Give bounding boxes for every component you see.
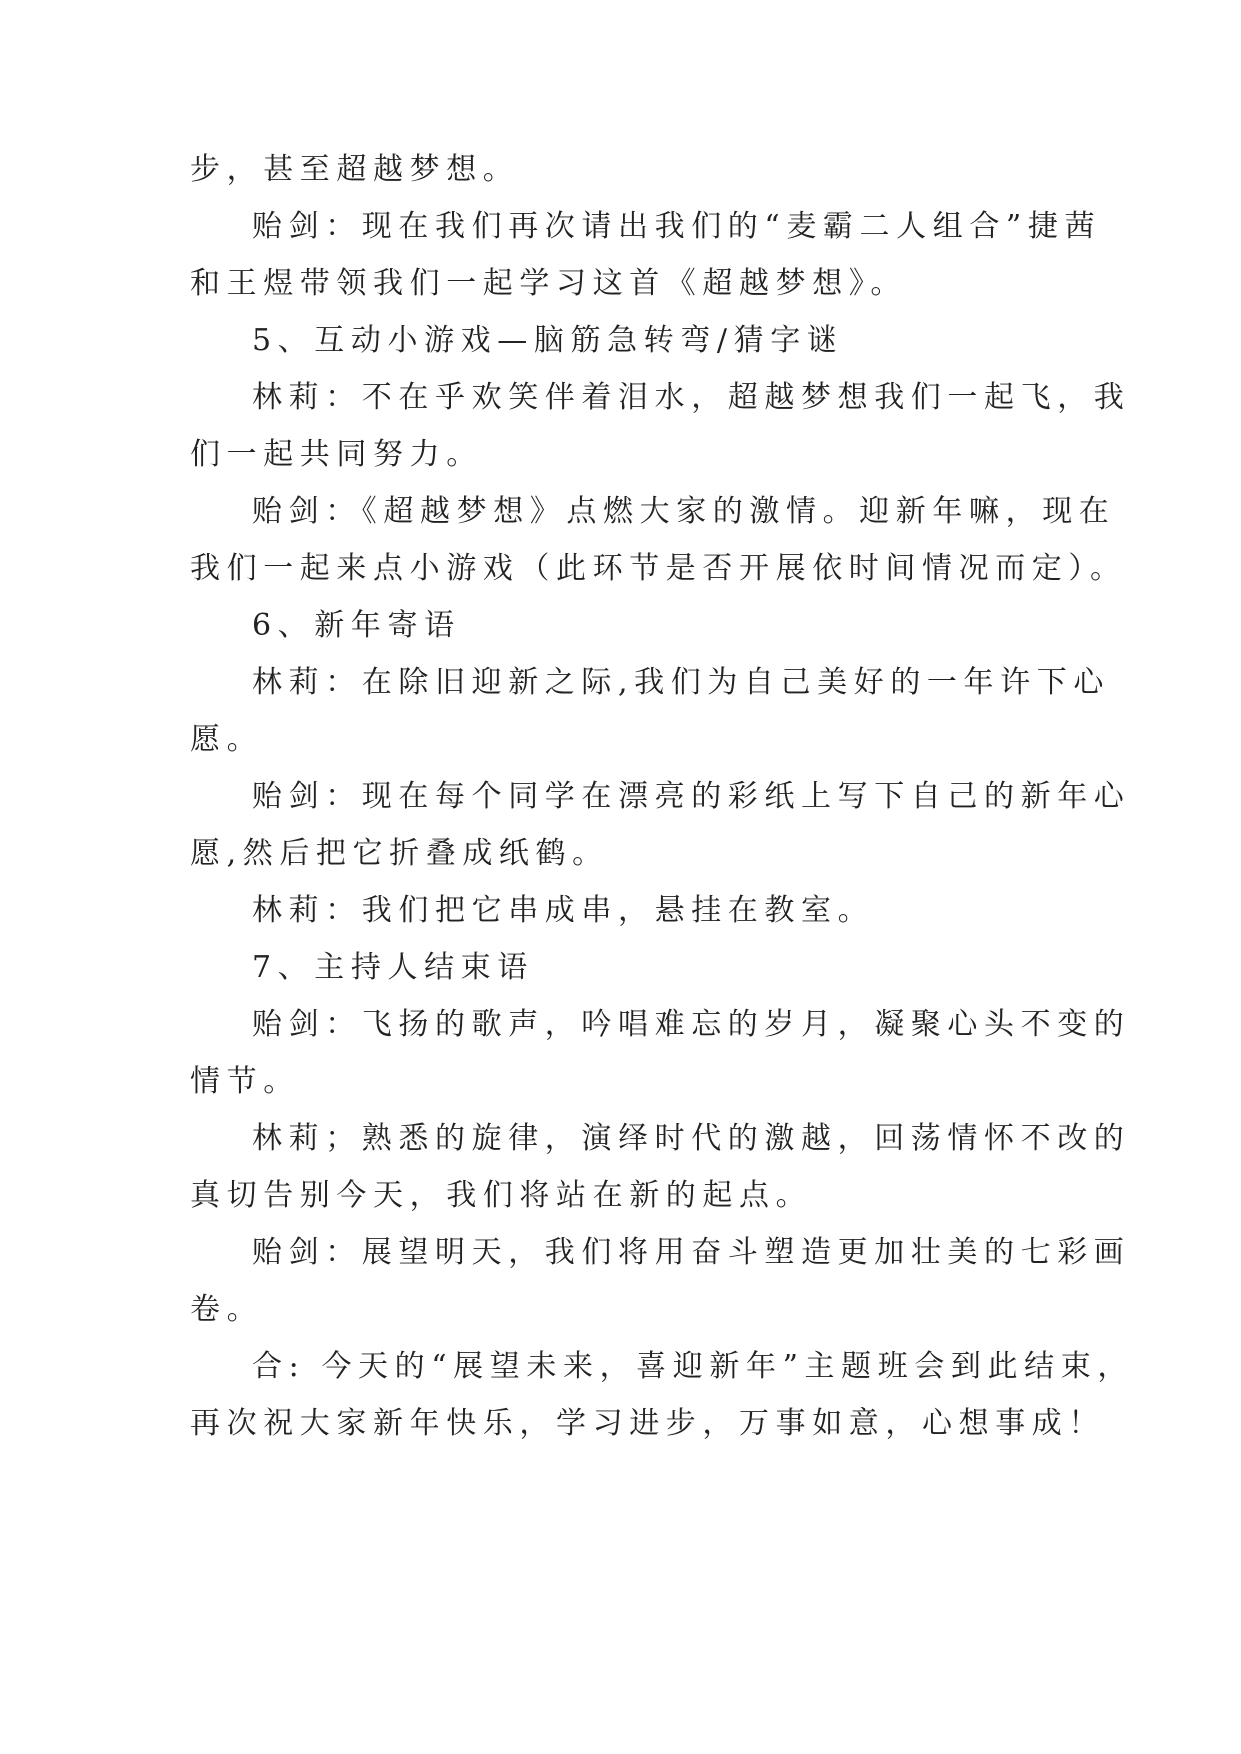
text-line: 愿,然后把它折叠成纸鹤。 [190,836,609,871]
text-line: 真切告别今天，我们将站在新的起点。 [190,1178,813,1213]
text-line: 和王煜带领我们一起学习这首《超越梦想》。 [190,266,907,301]
text-line: 合: 今天的“展望未来，喜迎新年”主题班会到此结束， [252,1349,1134,1384]
text-line: 林莉：不在乎欢笑伴着泪水，超越梦想我们一起飞，我 [252,380,1131,415]
text-line: 6、新年寄语 [252,608,461,643]
text-line: 贻剑：《超越梦想》点燃大家的激情。迎新年嘛，现在 [252,494,1116,529]
text-line: 再次祝大家新年快乐，学习进步，万事如意，心想事成！ [190,1406,1105,1441]
text-line: 步，甚至超越梦想。 [190,152,520,187]
text-line: 林莉：在除旧迎新之际,我们为自己美好的一年许下心 [252,665,1110,700]
text-line: 卷。 [190,1292,264,1327]
text-line: 林莉；熟悉的旋律，演绎时代的激越，回荡情怀不改的 [252,1121,1131,1156]
text-line: 7、主持人结束语 [252,950,534,985]
text-line: 贻剑：飞扬的歌声，吟唱难忘的岁月，凝聚心头不变的 [252,1007,1131,1042]
text-line: 林莉：我们把它串成串，悬挂在教室。 [252,893,875,928]
text-line: 贻剑：现在我们再次请出我们的“麦霸二人组合”捷茜 [252,209,1102,244]
text-line: 愿。 [190,722,264,757]
text-line: 贻剑：现在每个同学在漂亮的彩纸上写下自己的新年心 [252,779,1131,814]
text-line: 贻剑：展望明天，我们将用奋斗塑造更加壮美的七彩画 [252,1235,1131,1270]
text-line: 我们一起来点小游戏（此环节是否开展依时间情况而定）。 [190,551,1127,586]
text-line: 们一起共同努力。 [190,437,483,472]
text-line: 情节。 [190,1064,300,1099]
text-line: 5、互动小游戏—脑筋急转弯/猜字谜 [252,323,844,358]
